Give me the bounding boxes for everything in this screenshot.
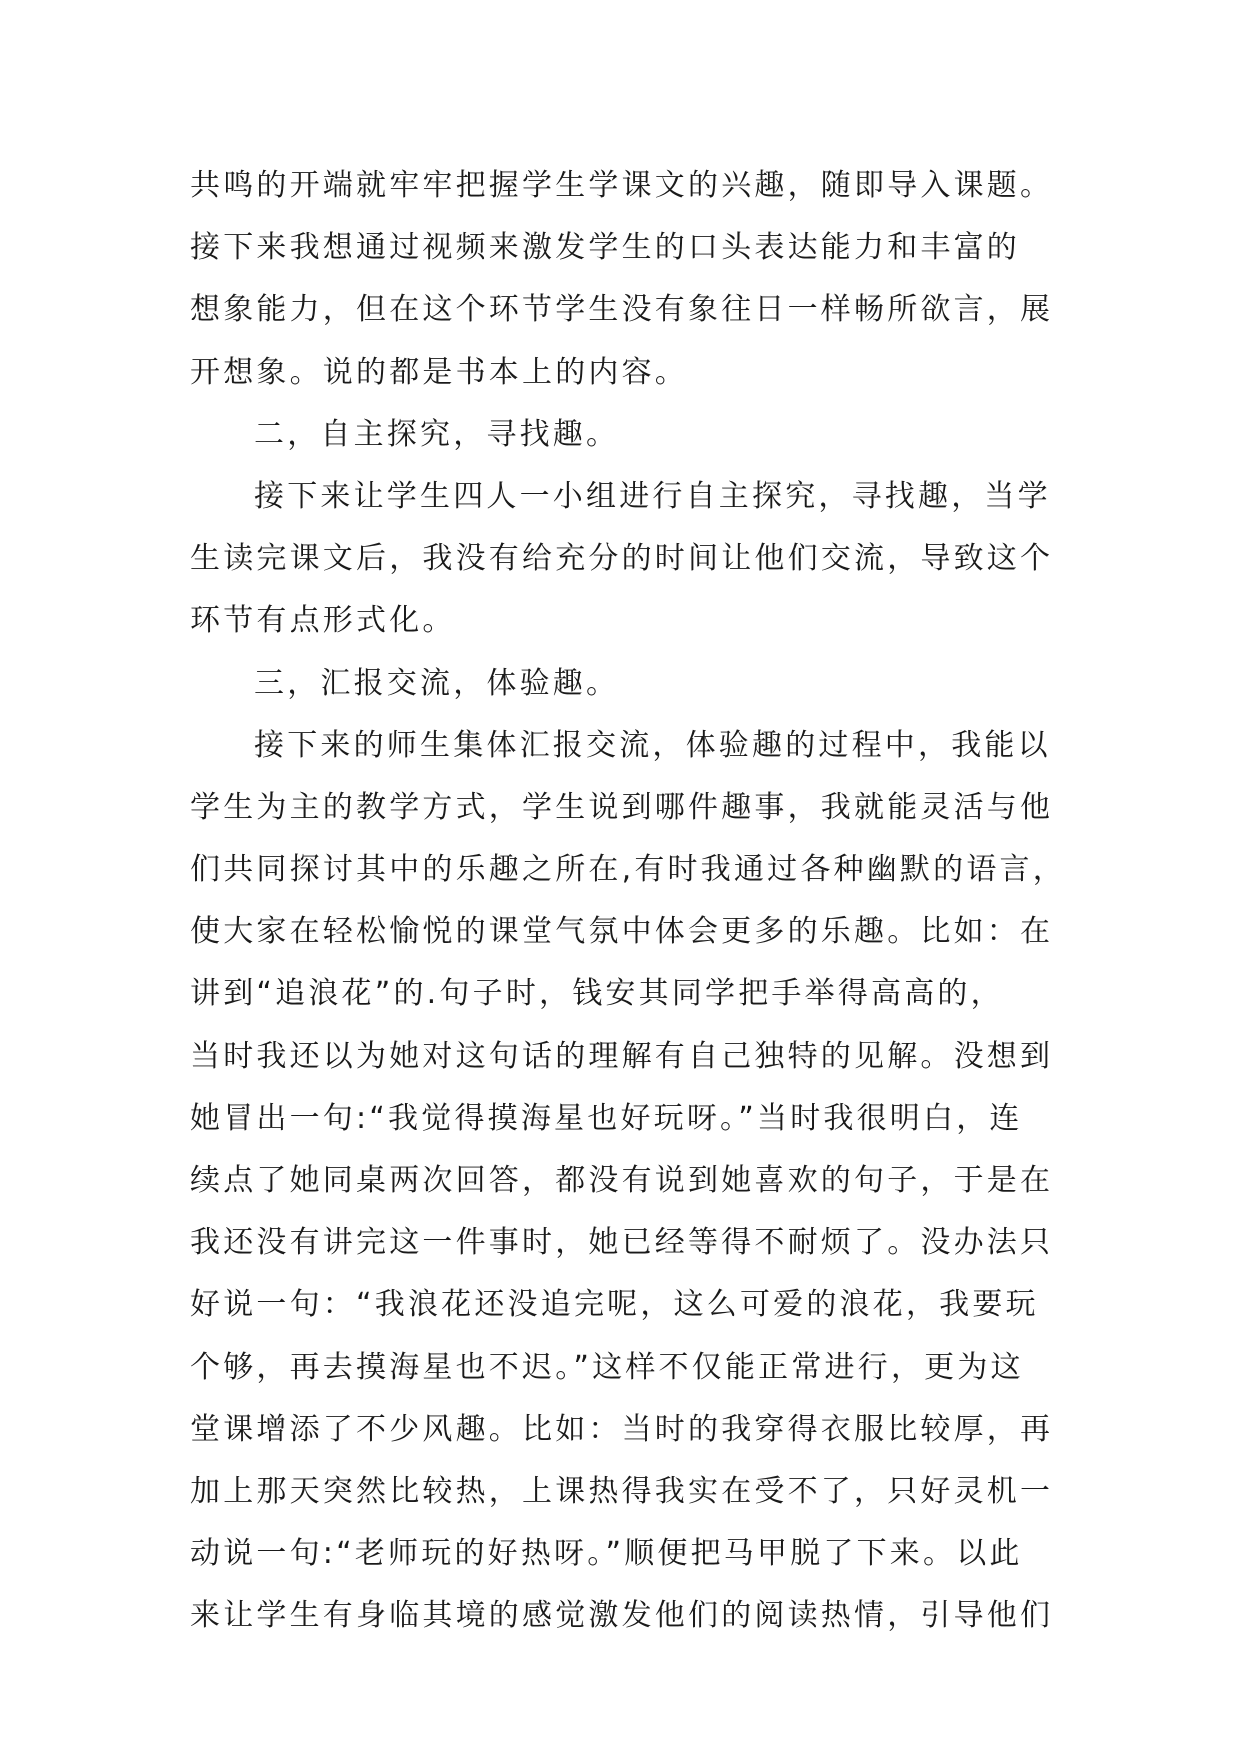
text-line: 环节有点形式化。 xyxy=(190,603,456,639)
text-line: 动说一句:“老师玩的好热呀。”顺便把马甲脱了下来。以此 xyxy=(190,1536,1023,1572)
text-line: 使大家在轻松愉悦的课堂气氛中体会更多的乐趣。比如：在 xyxy=(190,914,1054,950)
text-line: 个够，再去摸海星也不迟。”这样不仅能正常进行，更为这 xyxy=(190,1349,1024,1385)
text-line: 开想象。说的都是书本上的内容。 xyxy=(190,354,688,390)
text-line: 我还没有讲完这一件事时，她已经等得不耐烦了。没办法只 xyxy=(190,1225,1054,1261)
text-line: 好说一句：“我浪花还没追完呢，这么可爱的浪花，我要玩 xyxy=(190,1287,1039,1323)
text-line: 学生为主的教学方式，学生说到哪件趣事，我就能灵活与他 xyxy=(190,789,1054,825)
text-line: 接下来让学生四人一小组进行自主探究，寻找趣，当学 xyxy=(254,478,1051,514)
text-line: 来让学生有身临其境的感觉激发他们的阅读热情，引导他们 xyxy=(190,1598,1054,1634)
text-line: 当时我还以为她对这句话的理解有自己独特的见解。没想到 xyxy=(190,1038,1054,1074)
text-line: 三，汇报交流，体验趣。 xyxy=(254,665,620,701)
text-line: 二，自主探究，寻找趣。 xyxy=(254,416,620,452)
text-line: 堂课增添了不少风趣。比如：当时的我穿得衣服比较厚，再 xyxy=(190,1411,1054,1447)
text-line: 接下来的师生集体汇报交流，体验趣的过程中，我能以 xyxy=(254,727,1051,763)
text-line: 接下来我想通过视频来激发学生的口头表达能力和丰富的 xyxy=(190,230,1020,266)
text-line: 讲到“追浪花”的.句子时，钱安其同学把手举得高高的， xyxy=(190,976,1004,1012)
text-line: 想象能力，但在这个环节学生没有象往日一样畅所欲言，展 xyxy=(190,292,1054,328)
text-line: 们共同探讨其中的乐趣之所在,有时我通过各种幽默的语言， xyxy=(190,852,1066,888)
body-text xyxy=(190,155,1090,1648)
text-line: 她冒出一句:“我觉得摸海星也好玩呀。”当时我很明白，连 xyxy=(190,1100,1023,1136)
text-line: 续点了她同桌两次回答，都没有说到她喜欢的句子，于是在 xyxy=(190,1163,1054,1198)
text-line: 加上那天突然比较热，上课热得我实在受不了，只好灵机一 xyxy=(190,1473,1054,1509)
text-line: 共鸣的开端就牢牢把握学生学课文的兴趣，随即导入课题。 xyxy=(190,168,1054,203)
text-line: 生读完课文后，我没有给充分的时间让他们交流，导致这个 xyxy=(190,541,1054,577)
